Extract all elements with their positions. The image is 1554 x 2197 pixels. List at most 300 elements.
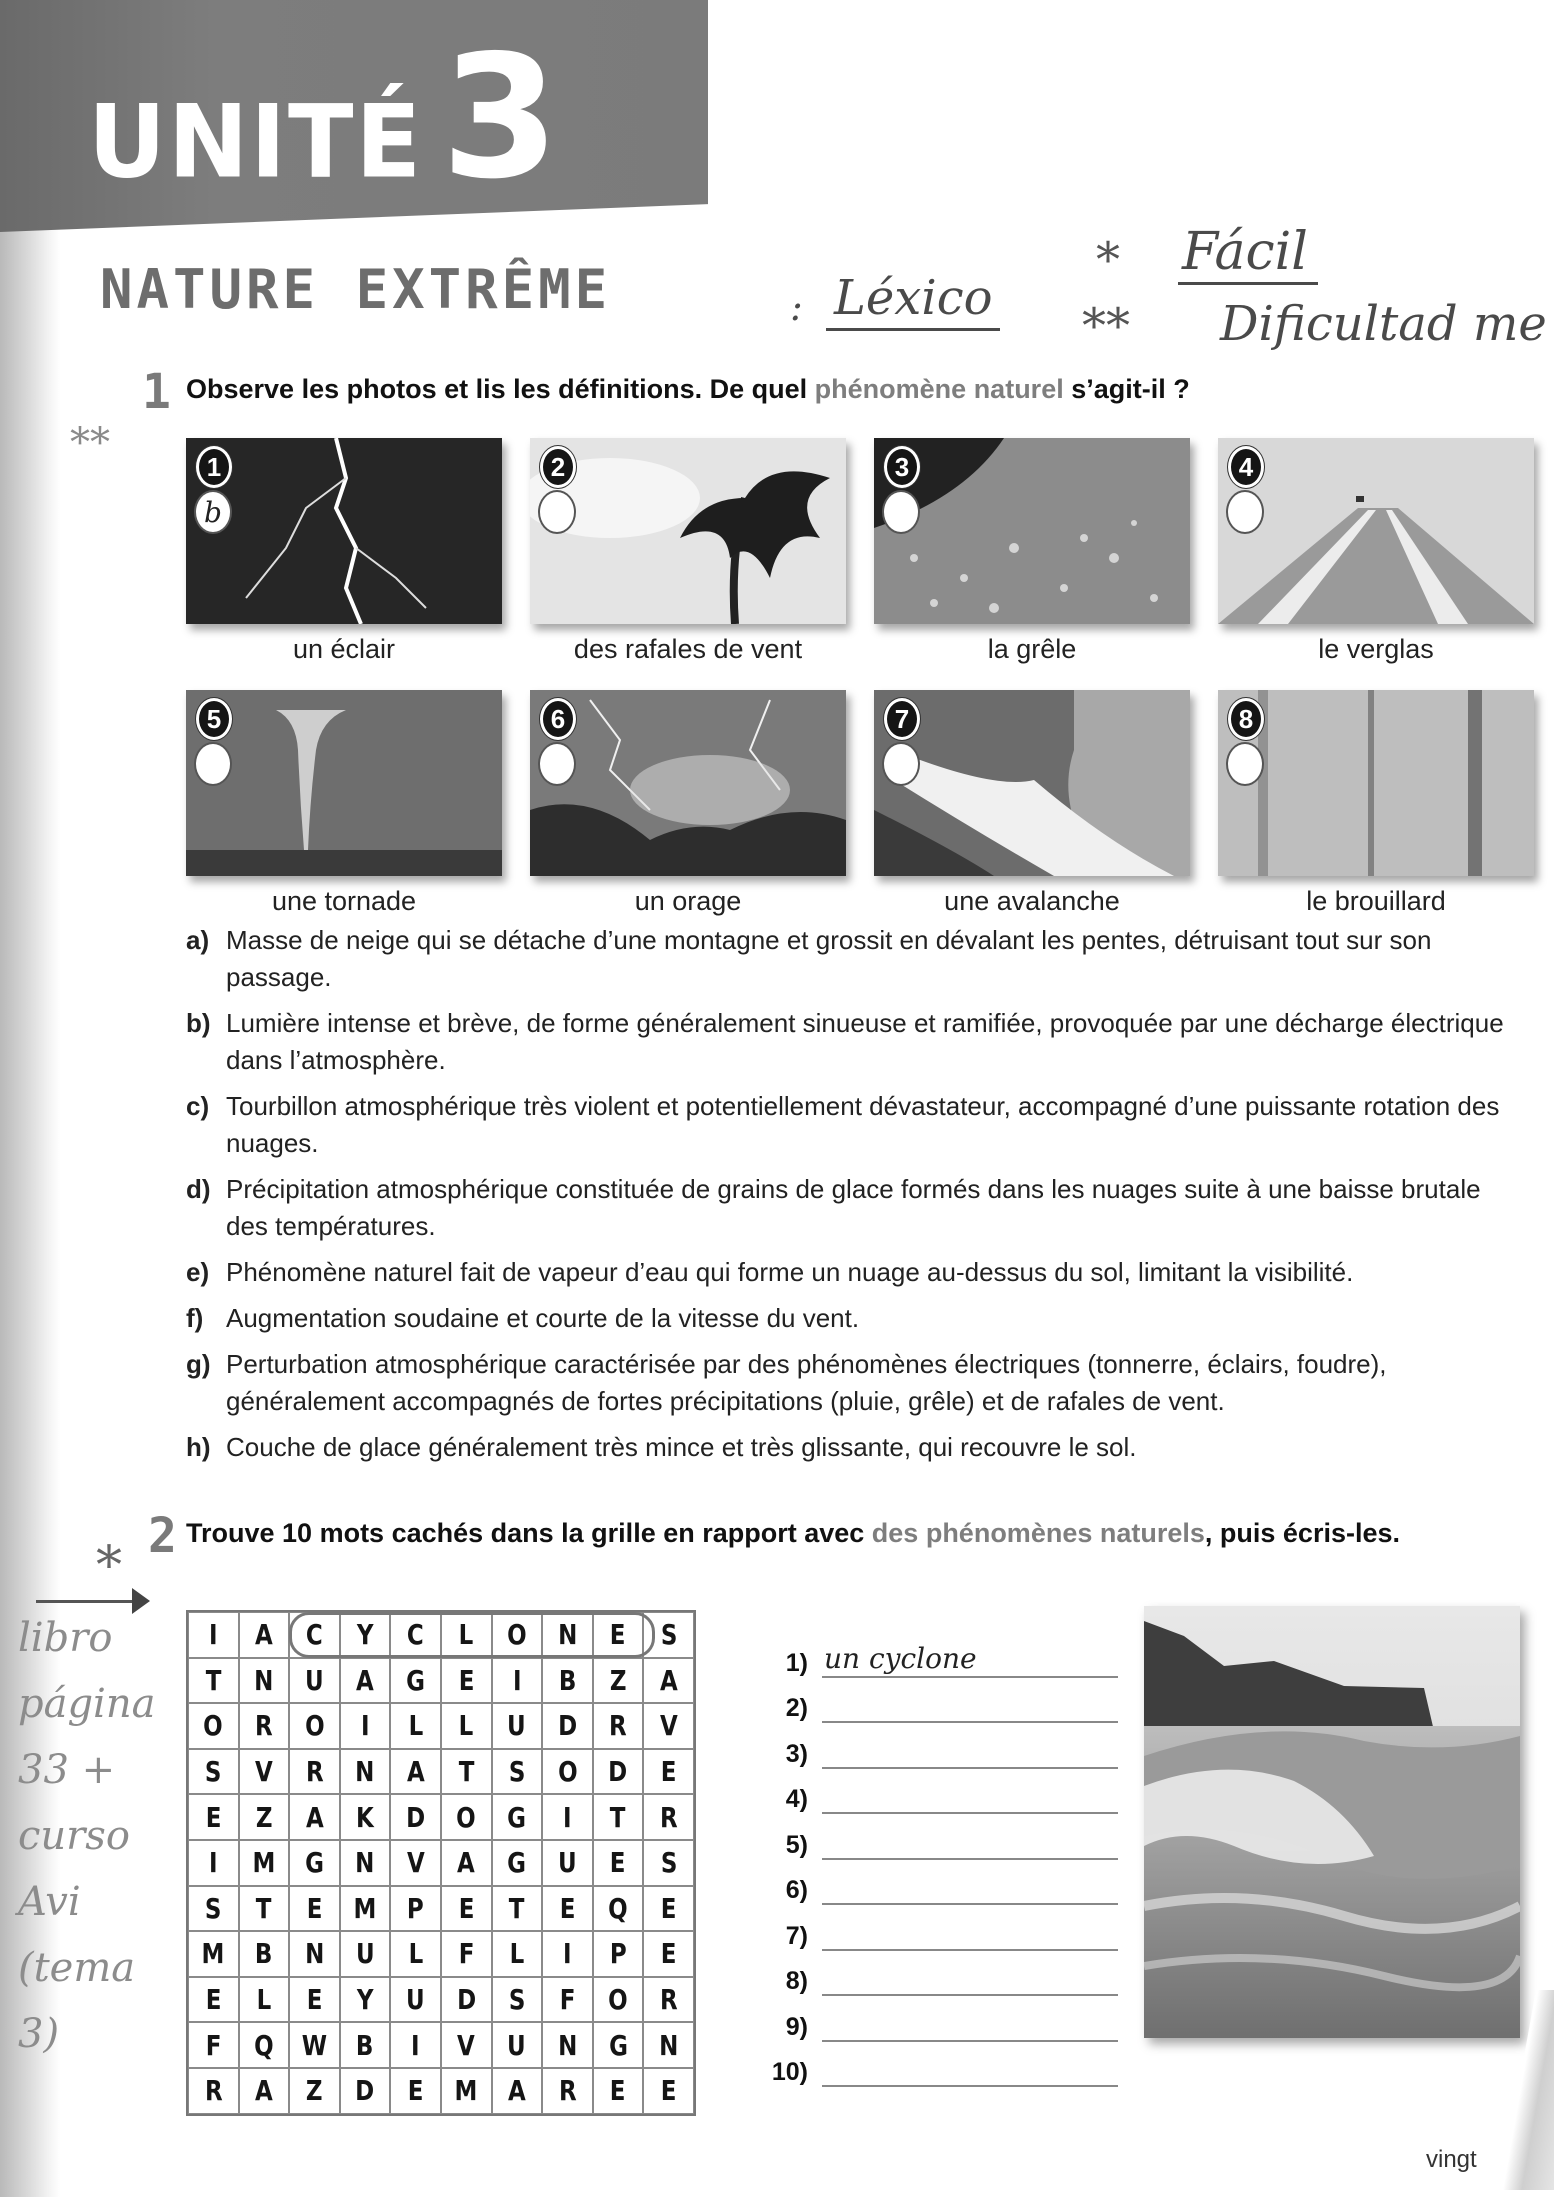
grid-letter: C [306, 1618, 323, 1652]
definition-text: Augmentation soudaine et courte de la vitesse du vent. [226, 1303, 860, 1333]
definition-text: Lumière intense et brève, de forme généralement sinueuse et ramifiée, provoquée par une décharge électrique dans l’atmosphère. [226, 1008, 1504, 1075]
grid-cell[interactable] [492, 1931, 543, 1977]
grid-cell[interactable] [593, 2022, 644, 2068]
grid-cell[interactable] [492, 1977, 543, 2023]
grid-cell[interactable] [542, 1840, 593, 1886]
answer-number: 4) [785, 1785, 808, 1813]
grid-letter: O [203, 1709, 224, 1743]
grid-cell[interactable] [188, 1977, 239, 2023]
answer-input[interactable]: un cyclone [822, 1642, 1118, 1678]
unit-subtitle: NATURE EXTRÊME [100, 258, 612, 321]
grid-cell[interactable] [441, 1977, 492, 2023]
answer-number: 1) [785, 1648, 808, 1677]
photo-lightning [186, 438, 502, 624]
grid-cell[interactable] [340, 1749, 391, 1795]
grid-cell[interactable] [239, 1886, 290, 1932]
grid-letter: T [256, 1891, 272, 1925]
grid-letter: U [406, 1983, 425, 2017]
answer-circle-input[interactable] [538, 490, 576, 534]
definition-text: Masse de neige qui se détache d’une montagne et grossit en dévalant les pentes, détruisant tout sur son passage. [226, 925, 1432, 992]
answer-input[interactable] [822, 2051, 1118, 2087]
exercise-2-title-highlight: des phénomènes naturels [871, 1518, 1205, 1548]
grid-letter: T [509, 1891, 525, 1925]
grid-cell[interactable] [188, 2022, 239, 2068]
exercise-1-title-highlight: phénomène naturel [814, 374, 1064, 404]
grid-cell[interactable] [643, 1931, 694, 1977]
grid-cell[interactable] [593, 1840, 644, 1886]
grid-cell[interactable] [593, 1703, 644, 1749]
grid-letter: E [306, 1983, 323, 2017]
grid-cell[interactable] [390, 1658, 441, 1704]
grid-cell[interactable] [289, 1703, 340, 1749]
definitions-list [186, 922, 1526, 1475]
grid-cell[interactable] [390, 1977, 441, 2023]
grid-letter: N [557, 1618, 578, 1652]
grid-cell[interactable] [542, 2022, 593, 2068]
grid-letter: U [305, 1663, 324, 1697]
grid-cell[interactable] [289, 2068, 340, 2114]
exercise-2-title [186, 1514, 1486, 1552]
grid-letter: L [458, 1618, 474, 1652]
definition-letter: a) [186, 925, 210, 955]
grid-letter: O [557, 1755, 578, 1789]
grid-cell[interactable] [239, 2068, 290, 2114]
photo-hail [874, 438, 1190, 624]
grid-cell[interactable] [542, 1886, 593, 1932]
grid-letter: G [305, 1846, 324, 1880]
grid-letter: R [255, 1709, 273, 1743]
grid-letter: A [406, 1755, 425, 1789]
photo-avalanche [874, 690, 1190, 876]
grid-cell[interactable] [643, 2068, 694, 2114]
grid-letter: G [608, 2028, 628, 2062]
grid-letter: A [507, 2074, 526, 2108]
grid-letter: V [406, 1846, 425, 1880]
grid-letter: L [509, 1937, 525, 1971]
side-note-line: página [18, 1681, 156, 1727]
grid-letter: E [660, 2074, 677, 2108]
answer-input[interactable] [822, 1687, 1118, 1723]
grid-letter: E [610, 2074, 626, 2108]
grid-cell[interactable] [593, 2068, 644, 2114]
definition-item [186, 1088, 1526, 1162]
photo-number-badge: 4 [1228, 446, 1264, 488]
exercise-1-title-text: Observe les photos et lis les définitions. De quel [186, 374, 815, 404]
grid-cell[interactable] [340, 1703, 391, 1749]
grid-cell[interactable] [542, 1977, 593, 2023]
grid-letter: V [457, 2028, 476, 2062]
handwritten-lexico: Léxico [826, 270, 1000, 331]
grid-cell[interactable] [643, 2022, 694, 2068]
grid-letter: E [660, 1937, 677, 1971]
grid-cell[interactable] [340, 1612, 391, 1658]
grid-cell[interactable] [390, 2022, 441, 2068]
grid-letter: S [508, 1983, 526, 2017]
definition-letter: h) [186, 1432, 211, 1462]
grid-cell[interactable] [593, 1794, 644, 1840]
side-note-line: libro [18, 1615, 113, 1661]
page-number: vingt [1426, 2146, 1477, 2173]
definition-item [186, 922, 1526, 996]
photo-label: un orage [634, 886, 742, 916]
grid-cell[interactable] [593, 1658, 644, 1704]
grid-letter: W [301, 2028, 328, 2062]
answer-row [758, 1632, 1118, 1678]
grid-letter: O [456, 1800, 477, 1834]
handwritten-left-stars-icon: ** [70, 420, 110, 466]
grid-cell[interactable] [188, 1658, 239, 1704]
grid-letter: N [355, 1846, 375, 1880]
definition-text: Précipitation atmosphérique constituée de grains de glace formés dans les nuages suite à une baisse brutale des températures. [226, 1174, 1481, 1241]
grid-letter: A [254, 2074, 273, 2108]
grid-letter: Q [254, 2028, 274, 2062]
handwritten-star-icon-ex2: * [96, 1536, 122, 1596]
answer-input[interactable] [822, 1733, 1118, 1769]
grid-cell[interactable] [340, 1794, 391, 1840]
definition-text: Couche de glace généralement très mince et très glissante, qui recouvre le sol. [226, 1432, 1137, 1462]
grid-cell[interactable] [643, 1749, 694, 1795]
grid-letter: B [558, 1663, 577, 1697]
grid-cell[interactable] [239, 1931, 290, 1977]
grid-cell[interactable] [340, 1977, 391, 2023]
grid-letter: E [660, 1755, 677, 1789]
grid-cell[interactable] [441, 1749, 492, 1795]
grid-cell[interactable] [239, 1977, 290, 2023]
grid-cell[interactable] [289, 1612, 340, 1658]
grid-cell[interactable] [289, 1749, 340, 1795]
grid-cell[interactable] [441, 1612, 492, 1658]
answer-number: 3) [785, 1739, 808, 1768]
photo-tornado [186, 690, 502, 876]
exercise-2-number: 2 [148, 1508, 177, 1564]
answer-circle-input[interactable] [1226, 742, 1264, 786]
grid-cell[interactable] [542, 1658, 593, 1704]
grid-cell[interactable] [441, 1840, 492, 1886]
grid-cell[interactable] [390, 1612, 441, 1658]
handwritten-dificultad: Dificultad me [1220, 296, 1547, 352]
answer-input[interactable] [822, 1869, 1118, 1905]
grid-cell[interactable] [239, 2022, 290, 2068]
grid-cell[interactable] [390, 1840, 441, 1886]
grid-letter: L [408, 1937, 423, 1971]
grid-letter: E [610, 1846, 626, 1880]
hail-image [874, 438, 1190, 624]
grid-letter: D [406, 1800, 426, 1834]
grid-cell[interactable] [340, 2068, 391, 2114]
grid-letter: I [563, 1800, 572, 1834]
grid-letter: T [205, 1663, 222, 1697]
exercise-1-title-end: s’agit-il ? [1063, 374, 1190, 404]
grid-letter: I [512, 1663, 522, 1697]
grid-letter: F [205, 2028, 222, 2062]
grid-cell[interactable] [542, 1794, 593, 1840]
grid-letter: P [407, 1891, 425, 1925]
grid-letter: R [558, 2074, 577, 2108]
wave-photo [1144, 1606, 1520, 2038]
grid-letter: V [254, 1755, 273, 1789]
answer-input[interactable] [822, 1915, 1118, 1951]
grid-cell[interactable] [340, 1840, 391, 1886]
answer-row [758, 1860, 1118, 1906]
grid-letter: R [659, 1983, 678, 2017]
grid-cell[interactable] [289, 1931, 340, 1977]
grid-letter: I [411, 2028, 420, 2062]
grid-letter: O [507, 1618, 527, 1652]
grid-cell[interactable] [390, 1794, 441, 1840]
grid-cell[interactable] [188, 1749, 239, 1795]
photo-palm-wind [530, 438, 846, 624]
grid-cell[interactable] [492, 1794, 543, 1840]
photo-number-badge: 8 [1228, 698, 1264, 740]
grid-letter: R [609, 1709, 627, 1743]
grid-cell[interactable] [239, 1703, 290, 1749]
grid-cell[interactable] [188, 1612, 239, 1658]
grid-letter: N [557, 2028, 578, 2062]
grid-cell[interactable] [340, 1658, 391, 1704]
grid-letter: M [353, 1891, 377, 1925]
definition-item [186, 1346, 1526, 1420]
grid-cell[interactable] [492, 1840, 543, 1886]
grid-letter: U [507, 1709, 527, 1743]
answer-row [758, 2042, 1118, 2088]
definition-item [186, 1429, 1526, 1466]
grid-cell[interactable] [441, 1886, 492, 1932]
grid-letter: E [205, 1983, 222, 2017]
grid-cell[interactable] [643, 1977, 694, 2023]
grid-cell[interactable] [441, 1794, 492, 1840]
grid-letter: Y [356, 1983, 374, 2017]
grid-letter: D [608, 1755, 628, 1789]
answer-row [758, 1951, 1118, 1997]
answer-input[interactable] [822, 1824, 1118, 1860]
grid-cell[interactable] [593, 1749, 644, 1795]
grid-cell[interactable] [188, 1840, 239, 1886]
handwritten-side-note [18, 1605, 178, 2067]
grid-letter: E [205, 1800, 222, 1834]
grid-letter: B [356, 2028, 374, 2062]
grid-letter: N [304, 1937, 325, 1971]
grid-cell[interactable] [542, 1612, 593, 1658]
grid-cell[interactable] [441, 1931, 492, 1977]
grid-cell[interactable] [239, 1840, 290, 1886]
grid-cell[interactable] [239, 1794, 290, 1840]
grid-cell[interactable] [643, 1612, 694, 1658]
grid-cell[interactable] [239, 1612, 290, 1658]
photo-label: une tornade [271, 886, 417, 916]
answer-number: 5) [785, 1830, 808, 1859]
answer-circle-input[interactable] [882, 490, 920, 534]
grid-cell[interactable] [492, 1886, 543, 1932]
wave-photo-illustration [1144, 1606, 1520, 2038]
handwritten-arrow-icon [36, 1600, 140, 1603]
grid-cell[interactable] [340, 2022, 391, 2068]
grid-letter: S [660, 1846, 677, 1880]
grid-letter: T [610, 1800, 626, 1834]
answer-row [758, 1678, 1118, 1724]
answer-row [758, 1996, 1118, 2042]
answer-circle-input[interactable] [1226, 490, 1264, 534]
answer-circle-input[interactable] [882, 742, 920, 786]
photo-label: le brouillard [1306, 886, 1446, 916]
grid-letter: Z [255, 1800, 273, 1834]
grid-letter: Q [608, 1891, 628, 1925]
grid-letter: S [205, 1891, 222, 1925]
photo-storm [530, 690, 846, 876]
grid-letter: Z [609, 1663, 627, 1697]
avalanche-image [874, 690, 1190, 876]
exercise-1-number: 1 [142, 364, 171, 420]
side-note-line: curso [18, 1813, 130, 1859]
photo-number-badge: 2 [540, 446, 576, 488]
grid-cell[interactable] [542, 1703, 593, 1749]
grid-letter: L [408, 1709, 423, 1743]
grid-letter: M [201, 1937, 225, 1971]
grid-letter: P [609, 1937, 627, 1971]
grid-cell[interactable] [492, 2022, 543, 2068]
answer-circle-input[interactable] [538, 742, 576, 786]
unit-title [88, 18, 560, 217]
grid-letter: N [355, 1755, 375, 1789]
grid-letter: S [205, 1755, 222, 1789]
grid-letter: U [558, 1846, 577, 1880]
grid-cell[interactable] [492, 1749, 543, 1795]
answer-input[interactable] [822, 1778, 1118, 1814]
photo-label: des rafales de vent [573, 634, 803, 664]
grid-letter: N [254, 1663, 274, 1697]
grid-cell[interactable] [643, 1840, 694, 1886]
grid-cell[interactable] [188, 1794, 239, 1840]
side-note-line: 33 + [18, 1747, 116, 1793]
grid-cell[interactable] [542, 1931, 593, 1977]
answer-number: 2) [785, 1694, 808, 1722]
icy-road-image [1218, 438, 1534, 624]
grid-cell[interactable] [188, 1703, 239, 1749]
grid-cell[interactable] [492, 1658, 543, 1704]
grid-cell[interactable] [289, 1794, 340, 1840]
definition-letter: e) [186, 1257, 210, 1287]
answer-input[interactable] [822, 2006, 1118, 2042]
grid-cell[interactable] [340, 1886, 391, 1932]
grid-cell[interactable] [289, 2022, 340, 2068]
definition-letter: f) [186, 1303, 204, 1333]
grid-letter: K [356, 1800, 374, 1834]
grid-cell[interactable] [390, 1749, 441, 1795]
grid-cell[interactable] [390, 1886, 441, 1932]
grid-cell[interactable] [441, 2022, 492, 2068]
photo-number-badge: 7 [884, 698, 920, 740]
photo-label: un éclair [292, 634, 396, 664]
grid-cell[interactable] [390, 2068, 441, 2114]
grid-letter: E [306, 1891, 323, 1925]
grid-letter: B [255, 1937, 273, 1971]
photo-number-badge: 5 [196, 698, 232, 740]
side-note-line: (tema 3) [18, 1945, 136, 2057]
grid-letter: R [204, 2074, 223, 2108]
grid-letter: T [458, 1755, 475, 1789]
grid-letter: I [563, 1937, 572, 1971]
answer-row [758, 1723, 1118, 1769]
handwritten-facil: Fácil [1178, 222, 1318, 285]
definition-item [186, 1005, 1526, 1079]
word-search-grid [186, 1610, 696, 2116]
definition-letter: g) [186, 1349, 211, 1379]
grid-cell[interactable] [593, 1612, 644, 1658]
palm-wind-image [530, 438, 846, 624]
grid-cell[interactable] [593, 1931, 644, 1977]
grid-cell[interactable] [188, 1886, 239, 1932]
grid-cell[interactable] [289, 1886, 340, 1932]
grid-letter: V [659, 1709, 678, 1743]
photo-label: une avalanche [944, 886, 1120, 916]
photo-label: la grêle [987, 634, 1077, 664]
grid-letter: M [454, 2074, 478, 2108]
grid-letter: A [659, 1663, 678, 1697]
handwritten-double-star-icon: ** [1082, 298, 1130, 354]
grid-letter: M [252, 1846, 276, 1880]
grid-cell[interactable] [289, 1840, 340, 1886]
definition-item [186, 1254, 1526, 1291]
grid-letter: G [507, 1800, 527, 1834]
grid-cell[interactable] [542, 1749, 593, 1795]
answer-input[interactable] [822, 1960, 1118, 1996]
grid-cell[interactable] [340, 1931, 391, 1977]
grid-cell[interactable] [441, 1658, 492, 1704]
grid-cell[interactable] [289, 1977, 340, 2023]
grid-cell[interactable] [239, 1658, 290, 1704]
grid-cell[interactable] [593, 1886, 644, 1932]
grid-letter: A [305, 1800, 324, 1834]
grid-cell[interactable] [643, 1886, 694, 1932]
grid-cell[interactable] [441, 1703, 492, 1749]
grid-cell[interactable] [593, 1977, 644, 2023]
grid-letter: L [458, 1709, 474, 1743]
answer-number: 6) [785, 1876, 808, 1904]
grid-letter: E [559, 1891, 576, 1925]
answer-circle-input[interactable] [194, 742, 232, 786]
lightning-image [186, 438, 502, 624]
grid-cell[interactable] [492, 1612, 543, 1658]
grid-cell[interactable] [643, 1658, 694, 1704]
grid-letter: D [355, 2074, 375, 2108]
grid-cell[interactable] [643, 1794, 694, 1840]
grid-cell[interactable] [492, 1703, 543, 1749]
grid-cell[interactable] [289, 1658, 340, 1704]
grid-cell[interactable] [188, 2068, 239, 2114]
grid-letter: D [557, 1709, 577, 1743]
grid-letter: I [360, 1709, 370, 1743]
definition-text: Phénomène naturel fait de vapeur d’eau qui forme un nuage au-dessus du sol, limitant la visibilité. [226, 1257, 1354, 1287]
definition-item [186, 1300, 1526, 1337]
grid-cell[interactable] [390, 1703, 441, 1749]
grid-letter: L [256, 1983, 272, 2017]
grid-cell[interactable] [441, 2068, 492, 2114]
grid-letter: C [407, 1618, 425, 1652]
grid-cell[interactable] [542, 2068, 593, 2114]
grid-cell[interactable] [239, 1749, 290, 1795]
grid-letter: E [407, 2074, 424, 2108]
grid-letter: E [660, 1891, 677, 1925]
answer-number: 8) [785, 1967, 808, 1995]
exercise-2-title-text: Trouve 10 mots cachés dans la grille en rapport avec [186, 1518, 872, 1548]
grid-cell[interactable] [188, 1931, 239, 1977]
grid-cell[interactable] [390, 1931, 441, 1977]
photo-number-badge: 1 [196, 446, 232, 488]
grid-cell[interactable] [492, 2068, 543, 2114]
answer-circle-input[interactable]: b [194, 490, 232, 534]
grid-letter: G [406, 1663, 426, 1697]
handwritten-colon: : [790, 285, 803, 329]
grid-cell[interactable] [643, 1703, 694, 1749]
